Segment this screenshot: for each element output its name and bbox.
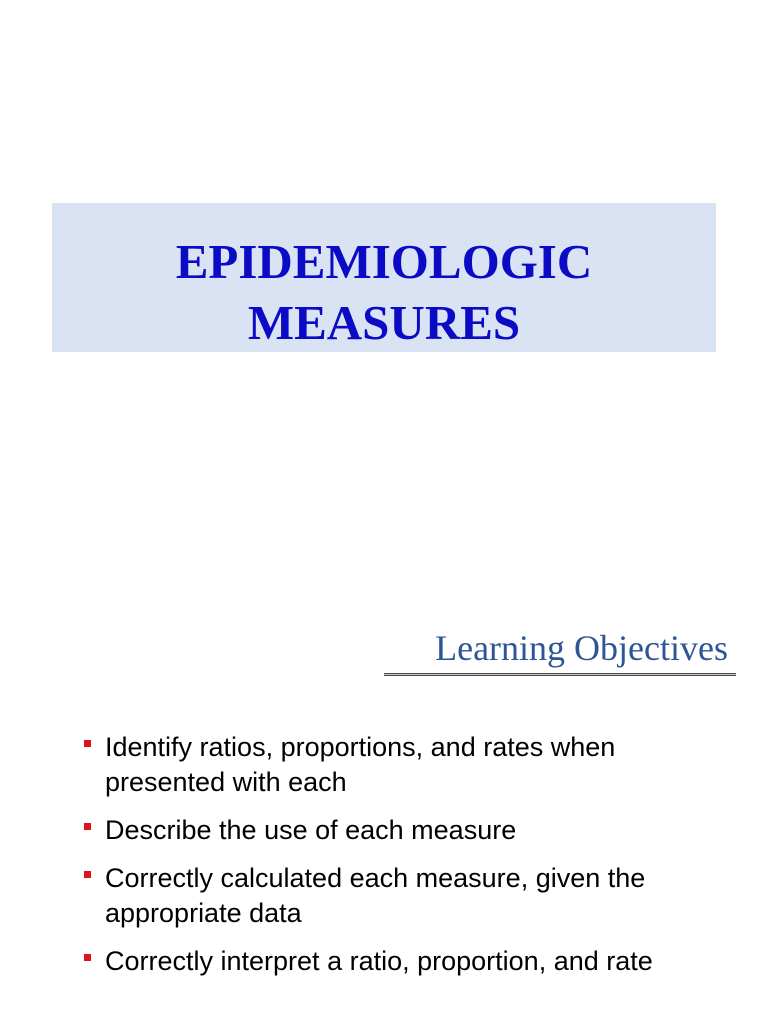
objective-3-line-2: appropriate data [105,898,302,928]
page-title-line-1: EPIDEMIOLOGIC [175,234,593,289]
objective-4-line-1: Correctly interpret a ratio, proportion, and rate [105,946,653,976]
bullet-icon [84,954,91,961]
page-title-line-2: MEASURES [247,295,521,350]
bullet-icon [84,740,91,747]
bullet-icon [84,871,91,878]
objective-2-line-1: Describe the use of each measure [105,815,517,845]
objective-1-line-2: presented with each [105,767,347,797]
objective-3-line-1: Correctly calculated each measure, given the [105,863,646,893]
section-heading: Learning Objectives [435,628,728,668]
objective-1-line-1: Identify ratios, proportions, and rates when [105,732,616,762]
bullet-icon [84,823,91,830]
